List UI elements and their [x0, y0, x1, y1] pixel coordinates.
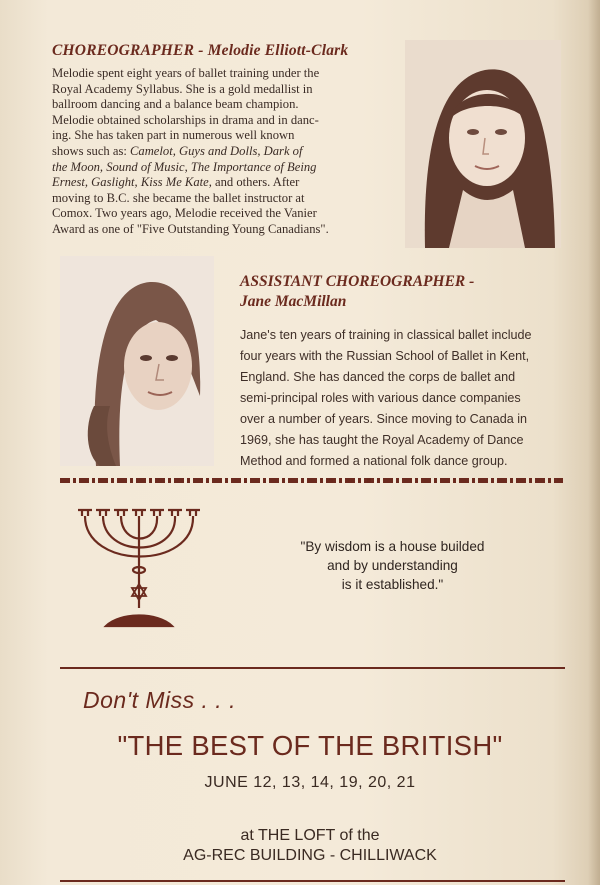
- bio-line: [52, 144, 392, 160]
- bio-line: England. She has danced the corps de ballet and: [240, 370, 516, 384]
- assistant-heading-name: Jane MacMillan: [240, 293, 347, 310]
- portrait-illustration: [405, 40, 561, 248]
- bio-line: Royal Academy Syllabus. She is a gold medallist in: [52, 81, 313, 96]
- menorah-drawing: [70, 500, 210, 635]
- bio-line: Melodie obtained scholarships in drama and in danc-: [52, 112, 319, 127]
- bio-text: shows such as:: [52, 143, 131, 158]
- bio-line: Award as one of "Five Outstanding Young Canadians".: [52, 221, 329, 236]
- section-divider: [60, 478, 563, 483]
- assistant-bio: [240, 325, 562, 472]
- venue-line: AG-REC BUILDING - CHILLIWACK: [183, 847, 437, 864]
- assistant-heading: [240, 272, 560, 312]
- choreographer-heading: CHOREOGRAPHER - Melodie Elliott-Clark: [52, 42, 349, 59]
- menorah-icon: [70, 500, 210, 635]
- event-dates: JUNE 12, 13, 14, 19, 20, 21: [204, 774, 416, 791]
- bio-line: 1969, she has taught the Royal Academy of Dance: [240, 433, 524, 447]
- quote-line: and by understanding: [327, 558, 458, 573]
- quote-line: is it established.": [341, 577, 444, 592]
- choreographer-bio: [52, 66, 392, 238]
- assistant-heading-title: ASSISTANT CHOREOGRAPHER -: [240, 273, 475, 290]
- section-divider: [60, 667, 565, 669]
- portrait-illustration: [60, 256, 214, 466]
- bio-line: ing. She has taken part in numerous well known: [52, 128, 295, 143]
- bottom-divider: [60, 880, 565, 882]
- bio-line: [52, 160, 392, 176]
- show-titles: Camelot, Guys and Dolls, Dark of: [130, 143, 303, 158]
- bio-line: semi-principal roles with various dance companies: [240, 391, 521, 405]
- quote-line: "By wisdom is a house builded: [300, 539, 485, 554]
- show-titles: the Moon, Sound of Music, The Importance of Being: [52, 159, 317, 174]
- bio-line: [52, 175, 392, 191]
- bio-line: Jane's ten years of training in classical ballet include: [240, 328, 532, 342]
- dont-miss-text: Don't Miss . . .: [83, 687, 236, 713]
- assistant-photo: [60, 256, 214, 466]
- bio-line: ballroom dancing and a balance beam champion.: [52, 97, 299, 112]
- page-edge-shadow: [588, 0, 600, 885]
- bio-line: over a number of years. Since moving to Canada in: [240, 412, 528, 426]
- event-title: "THE BEST OF THE BRITISH": [117, 730, 503, 761]
- event-venue: [40, 826, 580, 866]
- bio-line: Comox. Two years ago, Melodie received the Vanier: [52, 206, 317, 221]
- venue-line: at THE LOFT of the: [240, 827, 380, 844]
- bio-text: and others. After: [211, 175, 300, 190]
- bio-line: four years with the Russian School of Ballet in Kent,: [240, 349, 530, 363]
- choreographer-photo: [405, 40, 561, 248]
- bio-line: Method and formed a national folk dance group.: [240, 454, 508, 468]
- bio-line: moving to B.C. she became the ballet instructor at: [52, 190, 305, 205]
- show-titles: Ernest, Gaslight, Kiss Me Kate,: [52, 175, 212, 190]
- scripture-quote: [255, 537, 530, 594]
- bio-line: Melodie spent eight years of ballet training under the: [52, 66, 320, 80]
